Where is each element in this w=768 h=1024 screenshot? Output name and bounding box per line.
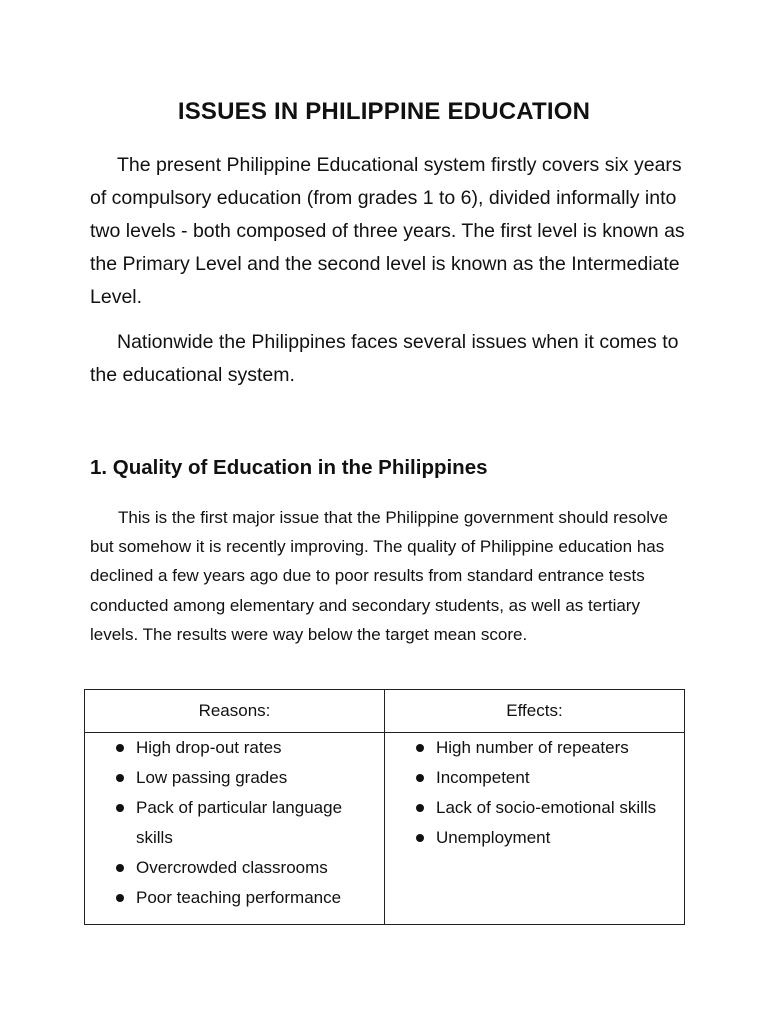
- reasons-cell: [85, 733, 385, 925]
- bullet-icon: [116, 774, 124, 782]
- list-item: [385, 733, 684, 763]
- reasons-effects-table: [84, 689, 685, 925]
- list-item: [85, 883, 384, 913]
- bullet-icon: [416, 744, 424, 752]
- list-item: [85, 763, 384, 793]
- section-1-body: This is the first major issue that the Philippine government should resolve but somehow it is recently improving. The quality of Philippine education has declined a few years ago due to poor results from standard entrance tests conducted among elementary and secondary students, as well as tertiary levels. The results were way below the target mean score.: [90, 508, 668, 644]
- list-item: [85, 793, 384, 853]
- bullet-icon: [116, 864, 124, 872]
- reason-text: Low passing grades: [136, 768, 288, 787]
- list-item: [85, 733, 384, 763]
- reason-text: High drop-out rates: [136, 738, 282, 757]
- effect-text: High number of repeaters: [436, 738, 629, 757]
- intro-paragraph-2: Nationwide the Philippines faces several issues when it comes to the educational system.: [90, 331, 679, 386]
- effect-text: Incompetent: [436, 768, 530, 787]
- reason-text: Overcrowded classrooms: [136, 858, 328, 877]
- list-item: [385, 823, 684, 853]
- reason-text: Poor teaching performance: [136, 888, 342, 907]
- table-header-row: [85, 690, 685, 733]
- intro-section: [90, 149, 690, 404]
- bullet-icon: [116, 804, 124, 812]
- table-row: [85, 733, 685, 925]
- intro-paragraph-1: The present Philippine Educational system firstly covers six years of compulsory education (from grades 1 to 6), divided informally into two levels - both composed of three years. The first level is known as the Primary Level and the second level is known as the Intermediate Level.: [90, 154, 685, 308]
- bullet-icon: [416, 804, 424, 812]
- section-1-heading: 1. Quality of Education in the Philippines: [90, 456, 488, 479]
- reasons-header: Reasons:: [85, 690, 385, 733]
- effect-text: Lack of socio-emotional skills: [436, 798, 657, 817]
- list-item: [385, 793, 684, 823]
- effects-header: Effects:: [385, 690, 685, 733]
- bullet-icon: [416, 774, 424, 782]
- effects-list: [385, 733, 684, 853]
- reason-text: Pack of particular language skills: [136, 798, 343, 847]
- reasons-list: [85, 733, 384, 913]
- effect-text: Unemployment: [436, 828, 551, 847]
- list-item: [385, 763, 684, 793]
- list-item: [85, 853, 384, 883]
- bullet-icon: [116, 744, 124, 752]
- bullet-icon: [416, 834, 424, 842]
- document-title: ISSUES IN PHILIPPINE EDUCATION: [177, 98, 591, 125]
- effects-cell: [385, 733, 685, 925]
- bullet-icon: [116, 894, 124, 902]
